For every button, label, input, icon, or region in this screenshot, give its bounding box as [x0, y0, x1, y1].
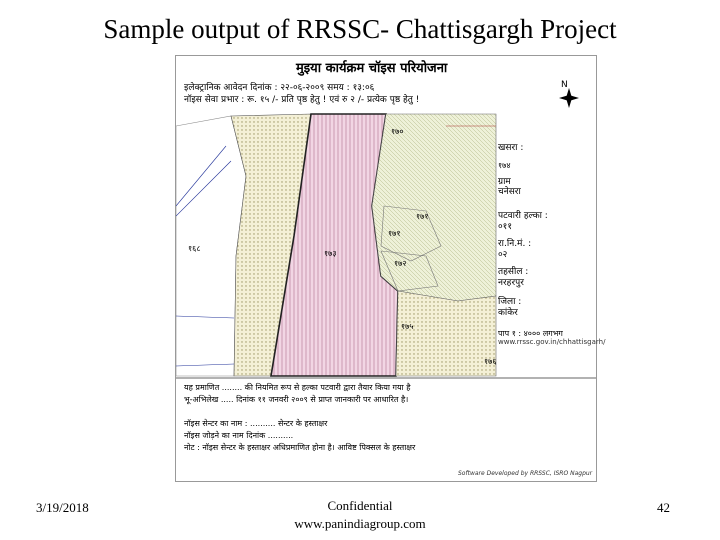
info-line: ०२ — [498, 250, 508, 260]
plot-label: १७५ — [401, 322, 414, 331]
info-line: रा.नि.मं. : — [498, 239, 532, 249]
info-line: पटवारी हल्का : — [498, 211, 548, 221]
cadastral-map-document — [175, 55, 606, 482]
info-line: ग्राम — [498, 177, 511, 187]
developer-note: Software Developed by RRSSC, ISRO Nagpur — [458, 470, 593, 477]
plot-label: १७० — [391, 127, 404, 136]
map-parcels — [176, 114, 496, 376]
plot-label: १७४ — [498, 161, 511, 170]
footer-confidential: Confidential — [327, 498, 393, 513]
map-scale: पाप १ : ४००० लगभग — [498, 329, 563, 338]
info-line: खसरा : — [498, 143, 524, 153]
plot-label: १७३ — [324, 249, 337, 258]
header-line-2: नॉइस सेवा प्रभार : रू. १५ /- प्रति पृष्ठ हेतु ! एवं रु २ /- प्रत्येक पृष्ठ हेतु ! — [184, 95, 420, 105]
cert-line-6: नोट : नॉइस सेन्टर के हस्ताक्षर अधिप्रमाणित होना है। आविष्ट पिक्सल के हस्ताक्षर — [184, 443, 416, 452]
info-line: ०११ — [498, 222, 513, 232]
footer-website: www.panindiagroup.com — [294, 516, 426, 531]
cert-line-2: भू-अभिलेख ..... दिनांक ११ जनवरी २००९ से प्राप्त जानकारी पर आधारित है। — [184, 395, 409, 404]
cert-line-5: नॉइस जोड़ने का नाम दिनांक .......... — [184, 431, 294, 440]
plot-label: १७२ — [394, 259, 407, 268]
info-line: जिला : — [498, 297, 522, 307]
info-line: कांकेर — [498, 308, 518, 318]
source-url: www.rrssc.gov.in/chhattisgarh/ — [498, 338, 606, 346]
cert-line-1: यह प्रमाणित ........ की नियमित रूप से हल्का पटवारी द्वारा तैयार किया गया है — [184, 383, 411, 392]
footer-center — [260, 497, 460, 533]
north-arrow-icon — [559, 88, 579, 108]
header-line-1: इलेक्ट्रानिक आवेदन दिनांक : २२-०६-२००९ समय : १३:०६ — [184, 83, 375, 93]
cert-line-4: नॉइस सेन्टर का नाम : .......... सेन्टर के हस्ताक्षर — [184, 419, 328, 428]
footer-date: 3/19/2018 — [36, 500, 89, 515]
plot-label: १७१ — [388, 229, 401, 238]
page-number: 42 — [657, 500, 670, 515]
slide-title: Sample output of RRSSC- Chattisgargh Project — [103, 14, 617, 44]
plot-label: १६८ — [188, 244, 201, 253]
north-label: N — [561, 80, 568, 90]
info-line: चनेसरा — [498, 187, 521, 197]
info-line: तहसील : — [498, 267, 529, 277]
plot-label: १७१ — [416, 212, 429, 221]
plot-label: १७६ — [484, 357, 497, 366]
info-line: नरहरपुर — [498, 278, 524, 288]
document-header: मुइया कार्यक्रम चॉइस परियोजना — [296, 61, 448, 76]
